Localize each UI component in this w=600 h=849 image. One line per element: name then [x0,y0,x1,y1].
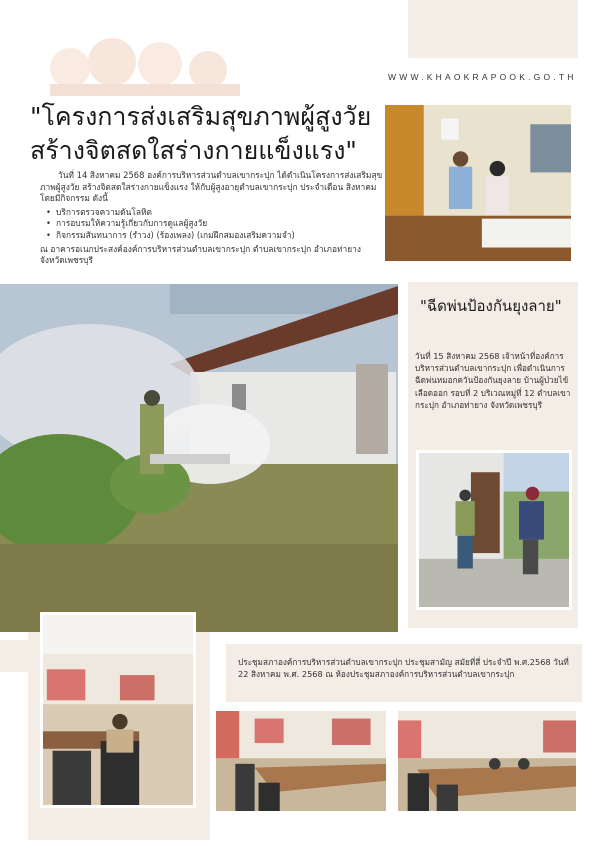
location-text: ณ อาคารอเนกประสงค์องค์การบริหารส่วนตำบลเขากระปุก ตำบลเขากระปุก อำเภอท่ายาง จังหวัดเพชรบุรี [40,243,361,266]
bottom-strip-left [0,640,30,672]
health-check-photo [382,102,574,264]
intro-text: วันที่ 14 สิงหาคม 2568 องค์การบริหารส่วนตำบลเขากระปุก ได้ดำเนินโครงการส่งเสริมสุขภาพผู้สูงวัย สร้างจิตสดใสร่างกายแข็งแรง ให้กับผู้สูงอายุตำบลเขากระปุก ประจำเดือน สิงหาคม โดยมีกิจกรรม ดังนี้ [40,170,383,204]
elderly-cartoon-illustration [40,34,250,96]
fogging-title: "ฉีดพ่นป้องกันยุงลาย" [420,297,562,315]
fogging-photo [0,284,398,632]
elderly-project-title [30,100,380,168]
title-line-1: "โครงการส่งเสริมสุขภาพผู้สูงวัย [30,102,372,131]
fogging-body: วันที่ 15 สิงหาคม 2568 เจ้าหน้าที่องค์การบริหารส่วนตำบลเขากระปุก เพื่อดำเนินการฉีดพ่นหมอกควันป้องกันยุงลาย บ้านผู้ป่วยไข้เลือดออก รอบที่ 2 บริเวณหมู่ที่ 12 ตำบลเขากระปุก อำเภอท่ายาง จังหวัดเพชรบุรี [415,351,571,410]
website-url: WWW.KHAOKRAPOOK.GO.TH [388,72,577,82]
council-meeting-photo-2 [213,708,389,814]
activity-item: • การอบรมให้ความรู้เกี่ยวกับการดูแลผู้สูงวัย [46,218,385,230]
activity-item: • บริการตรวจความดันโลหิต [46,207,385,219]
elderly-project-body [40,170,385,267]
council-meeting-photo-1 [40,612,196,808]
council-meeting-photo-3 [395,708,579,814]
activity-item: • กิจกรรมสันทนาการ (รำวง) (ร้องเพลง) (เกมฝึกสมองเสริมความจำ) [46,230,385,242]
activity-list [40,207,385,242]
top-right-panel [408,0,578,58]
title-line-2: สร้างจิตสดใสร่างกายแข็งแรง" [30,136,357,165]
fogging-team-photo [416,450,572,610]
meeting-caption: ประชุมสภาองค์การบริหารส่วนตำบลเขากระปุก ประชุมสามัญ สมัยที่สี่ ประจำปี พ.ศ.2568 วันที่ 22 สิงหาคม พ.ศ. 2568 ณ ห้องประชุมสภาองค์การบริหารส่วนตำบลเขากระปุก [238,657,569,680]
